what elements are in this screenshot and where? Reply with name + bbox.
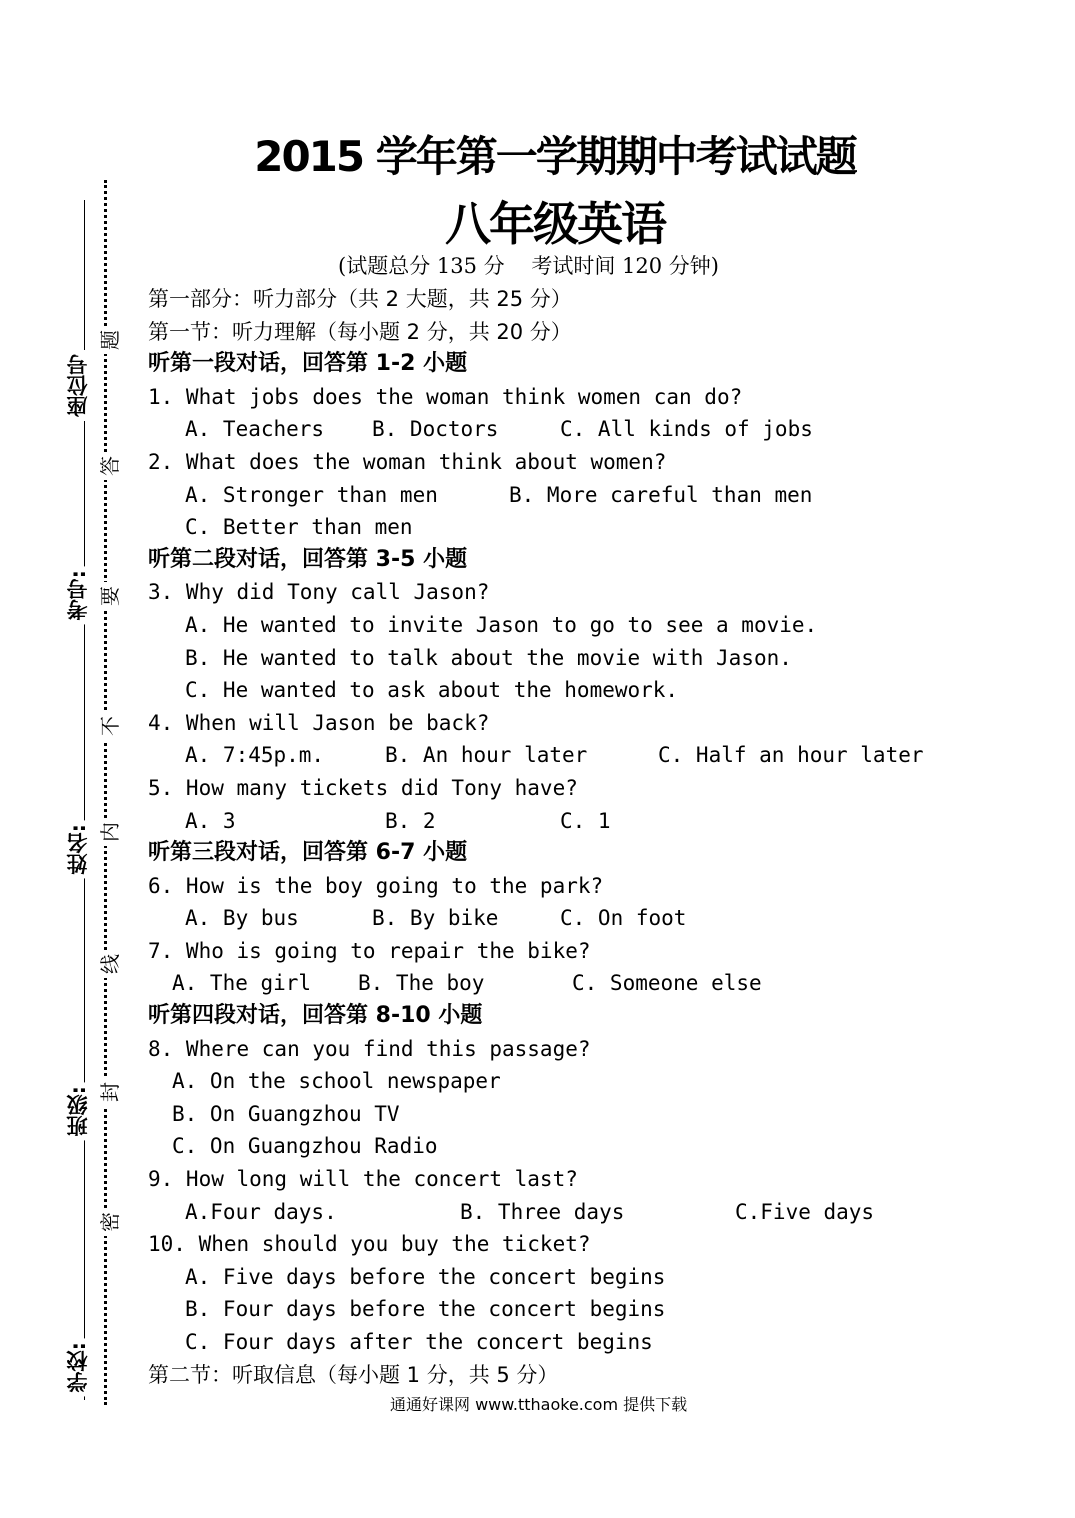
option-c: C. 1 — [560, 808, 611, 833]
download-source-footer: 通通好课网 www.tthaoke.com 提供下载 — [390, 1395, 688, 1414]
question-8-option-b: B. On Guangzhou TV — [172, 1101, 400, 1126]
question-5-options — [148, 805, 1048, 838]
student-name-label: 姓名: — [58, 820, 98, 878]
question-10-option-b: B. Four days before the concert begins — [185, 1297, 666, 1322]
question-4-options — [148, 739, 1048, 772]
question-8: 8. Where can you find this passage? — [148, 1036, 591, 1061]
option-c: C. On foot — [560, 906, 687, 931]
question-6-options — [148, 902, 1048, 935]
exam-info: (试题总分 135 分 考试时间 120 分钟) — [338, 254, 719, 278]
seal-char: 封 — [96, 1078, 124, 1106]
question-2: 2. What does the woman think about women? — [148, 449, 667, 474]
seal-char: 线 — [96, 950, 124, 978]
question-8-option-c: C. On Guangzhou Radio — [172, 1134, 438, 1159]
seal-char: 要 — [96, 582, 124, 610]
option-a: A. 7:45p.m. — [185, 743, 325, 768]
seal-char: 题 — [96, 326, 124, 354]
question-3-option-c: C. He wanted to ask about the homework. — [185, 678, 679, 703]
option-a: A. The girl — [172, 971, 312, 996]
question-8-option-a: A. On the school newspaper — [172, 1069, 501, 1094]
option-b: B. By bike — [372, 906, 499, 931]
seal-char: 密 — [96, 1208, 124, 1236]
section-heading: 第一节：听力理解（每小题 2 分，共 20 分） — [148, 319, 572, 344]
question-1: 1. What jobs does the woman think women can do? — [148, 384, 743, 409]
option-b: B. Three days — [460, 1199, 625, 1224]
dialogue-heading: 听第一段对话，回答第 1-2 小题 — [148, 351, 468, 377]
option-b: B. Doctors — [372, 417, 499, 442]
dialogue-heading: 听第二段对话，回答第 3-5 小题 — [148, 546, 468, 572]
question-4: 4. When will Jason be back? — [148, 710, 490, 735]
question-3-option-b: B. He wanted to talk about the movie with Jason. — [185, 645, 792, 670]
question-9-options — [148, 1196, 1048, 1229]
question-7-options — [148, 967, 1048, 1000]
option-a: A. Stronger than men — [185, 482, 438, 507]
option-b: B. An hour later — [385, 743, 588, 768]
school-label: 学校: — [58, 1338, 98, 1396]
question-1-options — [148, 413, 1048, 446]
dialogue-heading: 听第四段对话，回答第 8-10 小题 — [148, 1003, 483, 1029]
question-9: 9. How long will the concert last? — [148, 1167, 578, 1192]
option-c: C. Someone else — [572, 971, 762, 996]
class-label: 班级: — [58, 1082, 98, 1140]
question-3-option-a: A. He wanted to invite Jason to go to see a movie. — [185, 612, 818, 637]
question-10: 10. When should you buy the ticket? — [148, 1232, 591, 1257]
option-b: B. The boy — [358, 971, 485, 996]
seal-char: 答 — [96, 452, 124, 480]
part-heading: 第一部分：听力部分（共 2 大题，共 25 分） — [148, 287, 572, 311]
exam-number-label: 考号: — [58, 566, 98, 624]
option-c: C. Half an hour later — [658, 743, 924, 768]
question-2-options — [148, 479, 1048, 512]
question-10-option-c: C. Four days after the concert begins — [185, 1330, 653, 1354]
dialogue-heading: 听第三段对话，回答第 6-7 小题 — [148, 840, 468, 866]
option-b: B. 2 — [385, 808, 436, 833]
option-c: C.Five days — [735, 1199, 875, 1224]
section-heading: 第二节：听取信息（每小题 1 分，共 5 分） — [148, 1362, 559, 1387]
question-6: 6. How is the boy going to the park? — [148, 873, 604, 898]
question-10-option-a: A. Five days before the concert begins — [185, 1264, 666, 1289]
exam-content — [148, 283, 1048, 1391]
seal-char: 内 — [96, 818, 124, 846]
exam-title: 2015 学年第一学期期中考试试题 — [254, 132, 856, 181]
option-b: B. More careful than men — [509, 482, 813, 507]
seat-number-label: 座位号 — [58, 350, 98, 421]
option-a: A. 3 — [185, 808, 236, 833]
question-5: 5. How many tickets did Tony have? — [148, 775, 578, 800]
question-7: 7. Who is going to repair the bike? — [148, 938, 591, 963]
seal-char: 不 — [96, 712, 124, 740]
exam-subject-title: 八年级英语 — [445, 197, 665, 251]
question-2-option-c: C. Better than men — [185, 515, 413, 540]
option-c: C. All kinds of jobs — [560, 417, 813, 442]
option-a: A. By bus — [185, 906, 299, 931]
option-a: A. Teachers — [185, 417, 325, 442]
question-3: 3. Why did Tony call Jason? — [148, 580, 490, 605]
option-a: A.Four days. — [185, 1199, 337, 1224]
